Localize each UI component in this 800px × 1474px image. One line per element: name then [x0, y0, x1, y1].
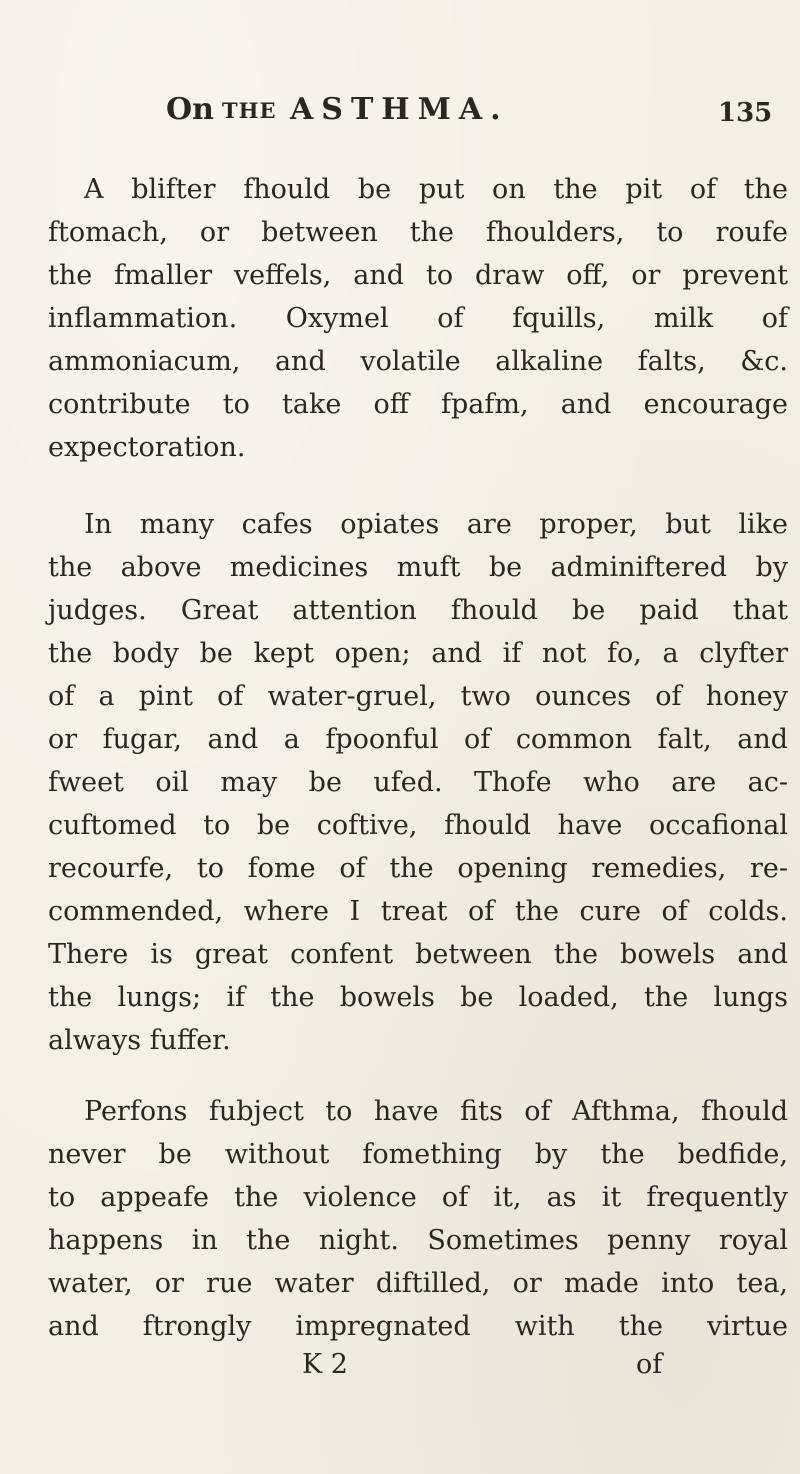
- text-line: A blifter fhould be put on the pit of the: [84, 174, 788, 205]
- text-line: water, or rue water diftilled, or made into tea,: [48, 1268, 788, 1299]
- text-line: Perfons fubject to have fits of Afthma, fhould: [84, 1096, 788, 1127]
- text-line: the above medicines muft be adminiftered by: [48, 552, 788, 583]
- text-line: recourfe, to fome of the opening remedies, re-: [48, 853, 788, 884]
- signature-mark: K 2: [302, 1349, 348, 1380]
- footer-line: [48, 1348, 788, 1382]
- text-line: always fuffer.: [48, 1025, 231, 1056]
- text-line: judges. Great attention fhould be paid that: [48, 595, 788, 626]
- text-line: expectoration.: [48, 432, 246, 463]
- text-line: cuftomed to be coftive, fhould have occafional: [48, 810, 788, 841]
- paragraph-gap: [48, 1062, 788, 1090]
- text-line: commended, where I treat of the cure of colds.: [48, 896, 788, 927]
- body-text: [48, 168, 788, 1380]
- catchword: of: [636, 1349, 663, 1380]
- text-line: inflammation. Oxymel of fquills, milk of: [48, 303, 788, 334]
- text-line: In many cafes opiates are proper, but like: [84, 509, 788, 540]
- text-line: the body be kept open; and if not fo, a clyfter: [48, 638, 788, 669]
- page-number: 135: [718, 98, 773, 128]
- text-line: and ftrongly impregnated with the virtue: [48, 1311, 788, 1342]
- paragraph-1: [48, 168, 788, 469]
- running-head: [166, 92, 606, 132]
- text-line: ammoniacum, and volatile alkaline falts, &c.: [48, 346, 788, 377]
- text-line: to appeafe the violence of it, as it frequently: [48, 1182, 788, 1213]
- text-line: or fugar, and a fpoonful of common falt, and: [48, 724, 788, 755]
- paragraph-gap: [48, 469, 788, 503]
- text-line: of a pint of water-gruel, two ounces of honey: [48, 681, 788, 712]
- text-line: fweet oil may be ufed. Thofe who are ac-: [48, 767, 788, 798]
- text-line: the fmaller veffels, and to draw off, or prevent: [48, 260, 788, 291]
- text-line: There is great confent between the bowels and: [48, 939, 788, 970]
- text-line: never be without fomething by the bedfide,: [48, 1139, 788, 1170]
- text-line: the lungs; if the bowels be loaded, the lungs: [48, 982, 788, 1013]
- text-line: happens in the night. Sometimes penny royal: [48, 1225, 788, 1256]
- paragraph-3: [48, 1090, 788, 1348]
- running-head-the: THE: [222, 98, 277, 123]
- running-head-on: On: [166, 92, 214, 127]
- running-head-topic: ASTHMA.: [290, 92, 509, 127]
- text-line: ftomach, or between the fhoulders, to roufe: [48, 217, 788, 248]
- text-line: contribute to take off fpafm, and encourage: [48, 389, 788, 420]
- paragraph-2: [48, 503, 788, 1062]
